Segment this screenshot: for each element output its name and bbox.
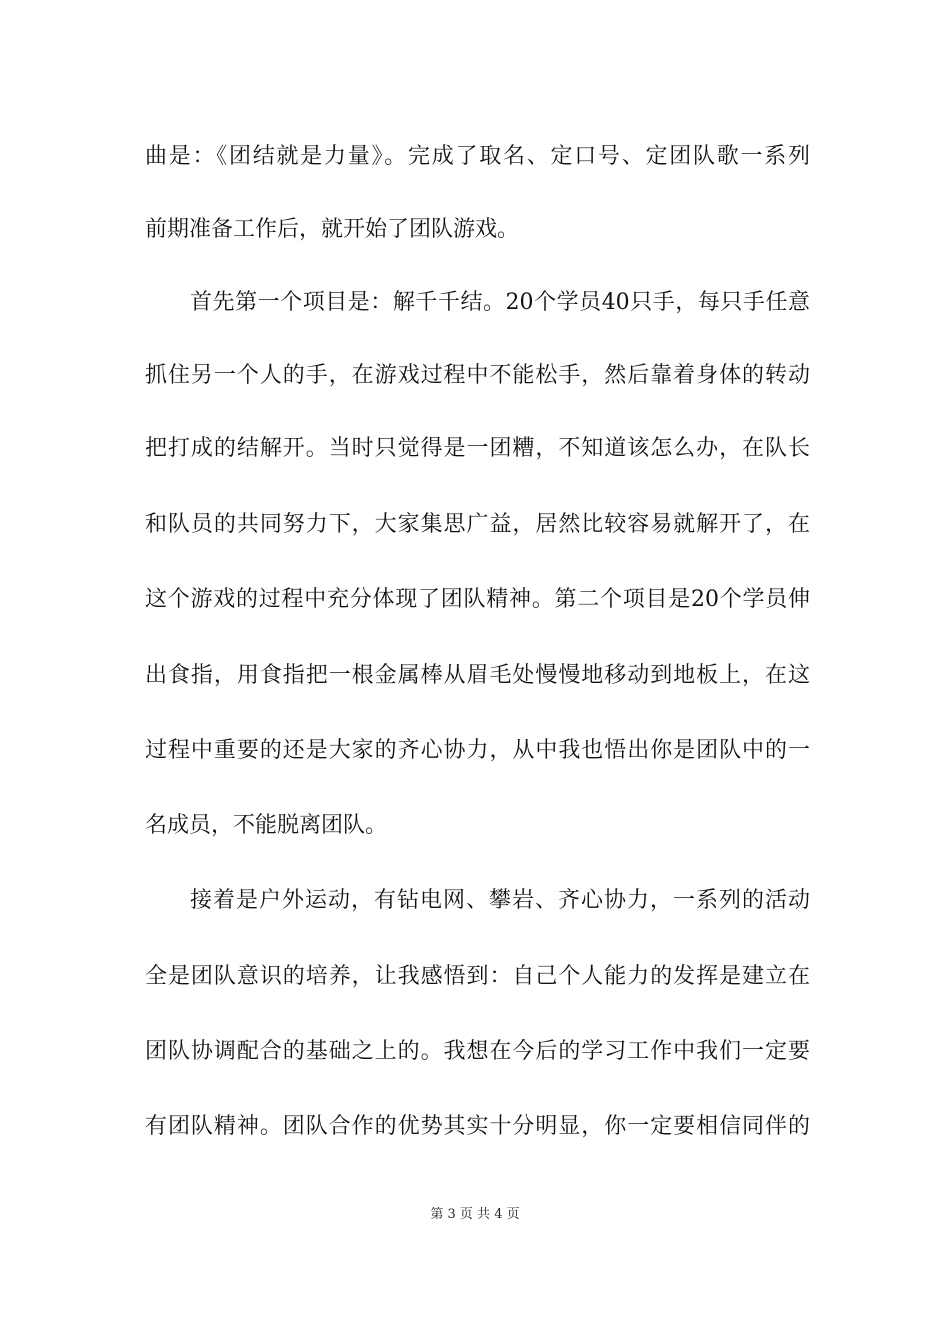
text-line: 有团队精神。团队合作的优势其实十分明显，你一定要相信同伴的 [145, 1114, 810, 1139]
text-line: 和队员的共同努力下，大家集思广益，居然比较容易就解开了，在 [145, 512, 810, 537]
paragraph-first-line: 接着是户外运动，有钻电网、攀岩、齐心协力，一系列的活动 [190, 888, 810, 913]
paragraph-first-line: 首先第一个项目是：解千千结。20个学员40只手，每只手任意 [190, 290, 810, 315]
text-line: 出食指，用食指把一根金属棒从眉毛处慢慢地移动到地板上，在这 [145, 663, 810, 688]
text-line: 全是团队意识的培养，让我感悟到：自己个人能力的发挥是建立在 [145, 964, 810, 989]
text-line: 曲是：《团结就是力量》。完成了取名、定口号、定团队歌一系列 [145, 144, 810, 169]
text-line: 团队协调配合的基础之上的。我想在今后的学习工作中我们一定要 [145, 1039, 810, 1064]
text-line: 名成员，不能脱离团队。 [145, 813, 388, 838]
text-line: 这个游戏的过程中充分体现了团队精神。第二个项目是20个学员伸 [145, 587, 810, 612]
text-line: 抓住另一个人的手，在游戏过程中不能松手，然后靠着身体的转动 [145, 363, 810, 388]
page-number-footer: 第 3 页 共 4 页 [430, 1207, 520, 1222]
text-line: 把打成的结解开。当时只觉得是一团糟，不知道该怎么办，在队长 [145, 436, 810, 461]
text-line: 前期准备工作后，就开始了团队游戏。 [145, 217, 520, 242]
text-line: 过程中重要的还是大家的齐心协力，从中我也悟出你是团队中的一 [145, 738, 810, 763]
